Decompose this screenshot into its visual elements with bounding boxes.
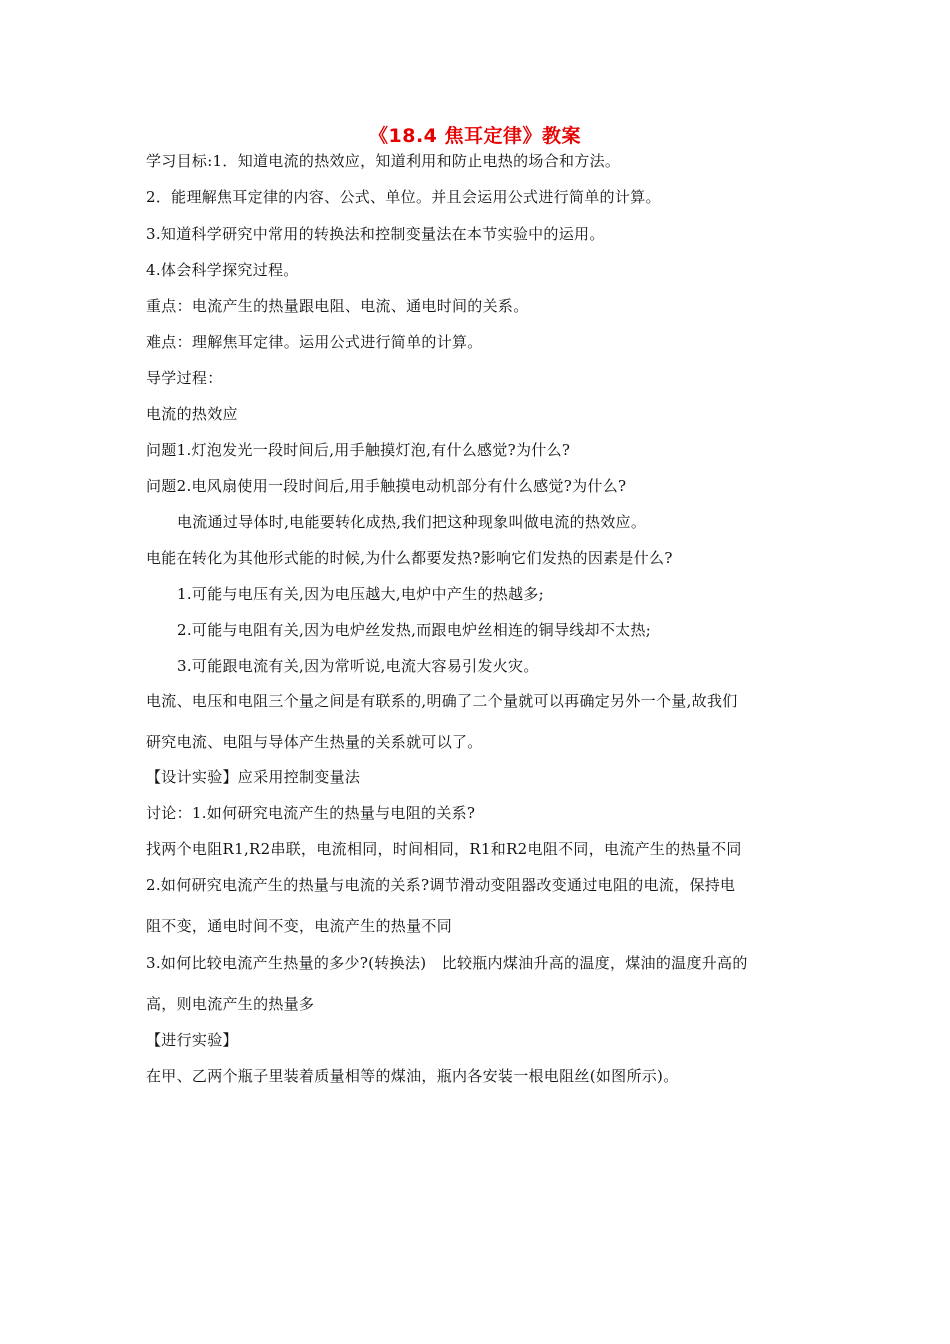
objective-line-3: 3.知道科学研究中常用的转换法和控制变量法在本节实验中的运用。 xyxy=(146,225,605,243)
discussion-1-answer: 找两个电阻R1,R2串联，电流相同，时间相同，R1和R2电阻不同，电流产生的热量不同 xyxy=(146,840,742,858)
difficulty-line: 难点：理解焦耳定律。运用公式进行简单的计算。 xyxy=(146,333,483,351)
heat-effect-definition: 电流通过导体时,电能要转化成热,我们把这种现象叫做电流的热效应。 xyxy=(177,513,647,531)
question-1: 问题1.灯泡发光一段时间后,用手触摸灯泡,有什么感觉?为什么? xyxy=(146,441,571,459)
discussion-3-line-1: 3.如何比较电流产生热量的多少?(转换法) 比较瓶内煤油升高的温度，煤油的温度升高的 xyxy=(146,954,748,972)
hypothesis-3: 3.可能跟电流有关,因为常听说,电流大容易引发火灾。 xyxy=(177,657,539,675)
hypothesis-1: 1.可能与电压有关,因为电压越大,电炉中产生的热越多; xyxy=(177,585,545,603)
process-heading: 导学过程： xyxy=(146,369,223,387)
discussion-3-line-2: 高，则电流产生的热量多 xyxy=(146,995,315,1013)
objective-line-1: 学习目标:1．知道电流的热效应，知道利用和防止电热的场合和方法。 xyxy=(146,152,621,170)
section-heading-heat-effect: 电流的热效应 xyxy=(146,405,238,423)
design-experiment-heading: 【设计实验】应采用控制变量法 xyxy=(146,768,361,786)
experiment-setup-line: 在甲、乙两个瓶子里装着质量相等的煤油，瓶内各安装一根电阻丝(如图所示)。 xyxy=(146,1067,679,1085)
discussion-2-line-2: 阻不变，通电时间不变，电流产生的热量不同 xyxy=(146,917,453,935)
key-point-line: 重点：电流产生的热量跟电阻、电流、通电时间的关系。 xyxy=(146,297,529,315)
objective-line-4: 4.体会科学探究过程。 xyxy=(146,261,299,279)
paragraph-relation-line-2: 研究电流、电阻与导体产生热量的关系就可以了。 xyxy=(146,733,483,751)
document-title: 《18.4 焦耳定律》教案 xyxy=(369,125,581,147)
conduct-experiment-heading: 【进行实验】 xyxy=(146,1031,238,1049)
discussion-2-line-1: 2.如何研究电流产生的热量与电流的关系?调节滑动变阻器改变通过电阻的电流，保持电 xyxy=(146,876,736,894)
question-2: 问题2.电风扇使用一段时间后,用手触摸电动机部分有什么感觉?为什么? xyxy=(146,477,627,495)
paragraph-relation-line-1: 电流、电压和电阻三个量之间是有联系的,明确了二个量就可以再确定另外一个量,故我们 xyxy=(146,692,738,710)
discussion-1: 讨论：1.如何研究电流产生的热量与电阻的关系? xyxy=(146,804,476,822)
objective-line-2: 2．能理解焦耳定律的内容、公式、单位。并且会运用公式进行简单的计算。 xyxy=(146,188,661,206)
question-heat-factors: 电能在转化为其他形式能的时候,为什么都要发热?影响它们发热的因素是什么? xyxy=(146,549,673,567)
hypothesis-2: 2.可能与电阻有关,因为电炉丝发热,而跟电炉丝相连的铜导线却不太热; xyxy=(177,621,652,639)
